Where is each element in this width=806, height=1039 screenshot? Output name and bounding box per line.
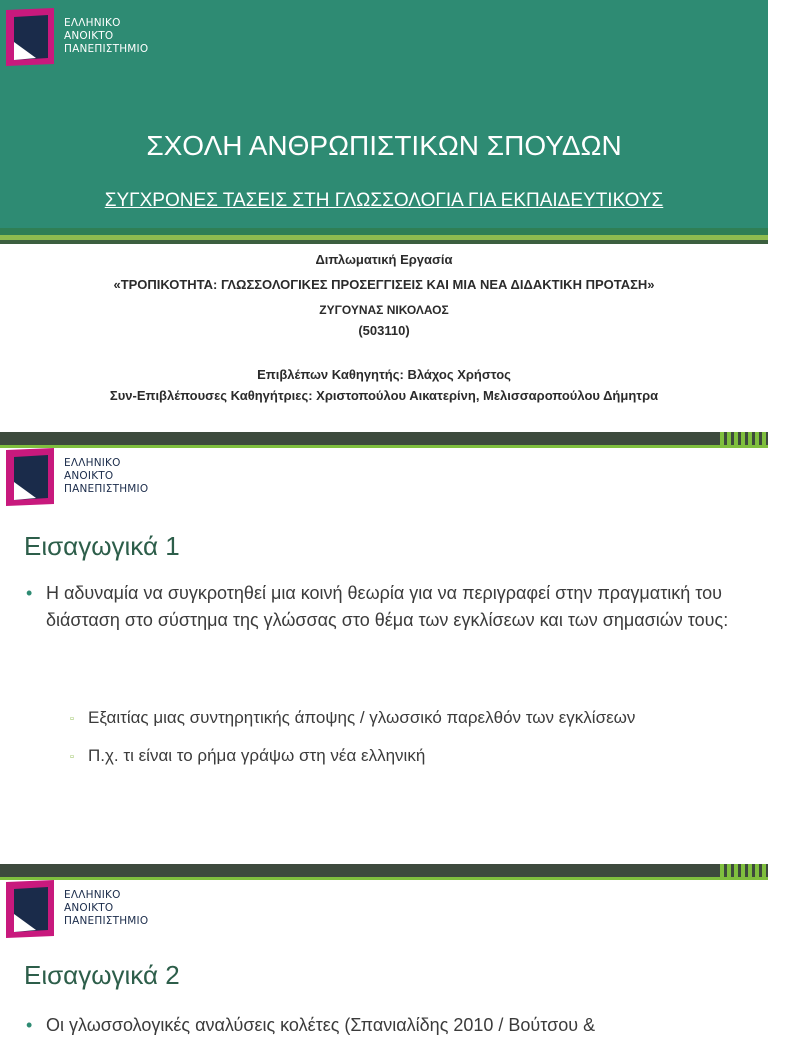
logo-line-2: ΑΝΟΙΚΤΟ <box>64 470 114 482</box>
eap-logo-mark-icon <box>6 8 60 72</box>
eap-logo-text <box>64 889 148 928</box>
logo-line-3: ΠΑΝΕΠΙΣΤΗΜΙΟ <box>64 483 149 495</box>
bullet-text: Οι γλωσσολογικές αναλύσεις κολέτες (Σπανιαλίδης 2010 / Βούτσου & <box>46 1015 596 1035</box>
eap-logo <box>6 880 186 944</box>
sub-bullet-text: Εξαιτίας μιας συντηρητικής άποψης / γλωσσικό παρελθόν των εγκλίσεων <box>88 708 636 727</box>
slide-header-bar <box>0 864 768 877</box>
intro-slide-1 <box>0 432 768 864</box>
school-title: ΣΧΟΛΗ ΑΝΘΡΩΠΙΣΤΙΚΩΝ ΣΠΟΥΔΩΝ <box>146 130 622 161</box>
sub-bullet-text: Π.χ. τι είναι το ρήμα γράψω στη νέα ελληνική <box>88 746 426 765</box>
logo-line-3: ΠΑΝΕΠΙΣΤΗΜΙΟ <box>64 915 149 927</box>
square-bullet-icon: ▫ <box>70 751 74 763</box>
bullet-item <box>26 580 736 634</box>
co-supervisors: Συν-Επιβλέπουσες Καθηγήτριες: Χριστοπούλου Αικατερίνη, Μελισσαροπούλου Δήμητρα <box>109 388 659 403</box>
supervisor: Επιβλέπων Καθηγητής: Βλάχος Χρήστος <box>257 367 511 382</box>
title-slide-band <box>0 228 768 244</box>
program-title: ΣΥΓΧΡΟΝΕΣ ΤΑΣΕΙΣ ΣΤΗ ΓΛΩΣΣΟΛΟΓΙΑ ΓΙΑ ΕΚΠΑΙΔΕΥΤΙΚΟΥΣ <box>104 190 664 211</box>
logo-line-1: ΕΛΛΗΝΙΚΟ <box>64 457 121 469</box>
eap-logo-mark-icon <box>6 448 60 512</box>
slide-header-bar <box>0 432 768 445</box>
square-bullet-icon: ▫ <box>70 713 74 725</box>
logo-line-2: ΑΝΟΙΚΤΟ <box>64 30 114 42</box>
bullet-dot-icon: • <box>26 583 33 603</box>
eap-logo-mark-icon <box>6 880 60 944</box>
thesis-type: Διπλωματική Εργασία <box>315 252 453 267</box>
slide-title: Εισαγωγικά 1 <box>24 531 180 561</box>
bullet-item <box>26 1012 806 1039</box>
eap-logo-text <box>64 17 148 56</box>
slide-title: Εισαγωγικά 2 <box>24 960 180 990</box>
logo-line-3: ΠΑΝΕΠΙΣΤΗΜΙΟ <box>64 43 149 55</box>
student-id: (503110) <box>358 323 410 338</box>
author-name: ΖΥΓΟΥΝΑΣ ΝΙΚΟΛΑΟΣ <box>319 303 449 317</box>
sub-bullet-item <box>70 707 748 729</box>
intro-slide-2 <box>0 864 768 1035</box>
eap-logo-text <box>64 457 148 496</box>
bullet-text: Η αδυναμία να συγκροτηθεί μια κοινή θεωρία για να περιγραφεί στην πραγματική του διάσταση στο σύστημα της γλώσσας στο θέμα των εγκλίσεων και των σημασιών τους: <box>46 583 729 630</box>
eap-logo <box>6 448 186 512</box>
logo-line-1: ΕΛΛΗΝΙΚΟ <box>64 889 121 901</box>
eap-logo <box>6 8 186 72</box>
bullet-dot-icon: • <box>26 1015 33 1035</box>
logo-line-2: ΑΝΟΙΚΤΟ <box>64 902 114 914</box>
sub-bullet-item <box>70 745 748 767</box>
thesis-title: «ΤΡΟΠΙΚΟΤΗΤΑ: ΓΛΩΣΣΟΛΟΓΙΚΕΣ ΠΡΟΣΕΓΓΙΣΕΙΣ ΚΑΙ ΜΙΑ ΝΕΑ ΔΙΔΑΚΤΙΚΗ ΠΡΟΤΑΣΗ» <box>113 277 655 292</box>
title-slide <box>0 0 768 432</box>
logo-line-1: ΕΛΛΗΝΙΚΟ <box>64 17 121 29</box>
